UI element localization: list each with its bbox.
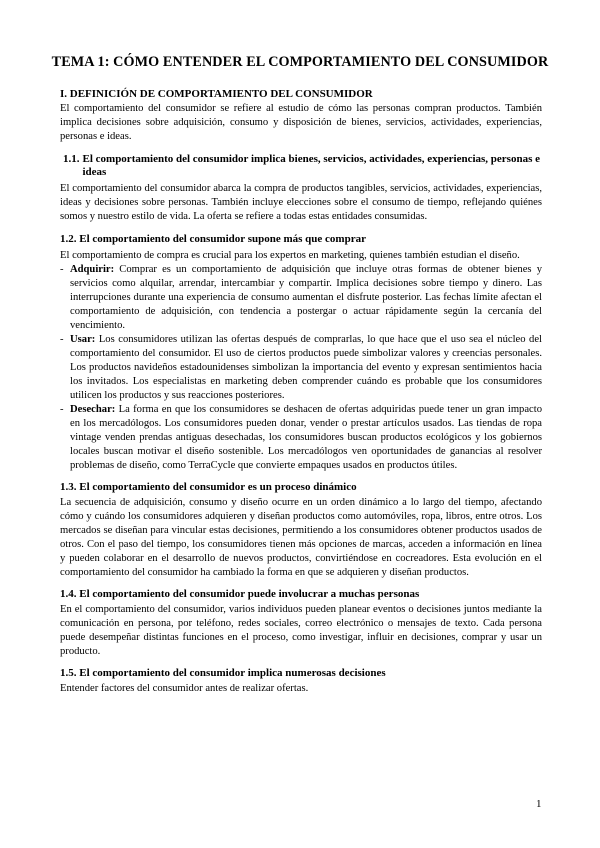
- section-1-paragraph: El comportamiento del consumidor se refiere al estudio de cómo las personas compran productos. También implica decisiones sobre adquisición, consumo y disposición de bienes, servicios, actividades, experiencias, personas e ideas.: [60, 103, 542, 142]
- dash-bullet: -: [60, 404, 64, 415]
- subsection-1-1-paragraph: El comportamiento del consumidor abarca la compra de productos tangibles, servicios, actividades, experiencias, ideas y decisiones sobre personas. También incluye elecciones sobre el consumo de tiempo, reflejando quiénes somos y nuestro estilo de vida. La oferta se refiere a todas estas entidades consumidas.: [60, 183, 542, 222]
- dash-bullet: -: [60, 334, 64, 345]
- subsection-1-1-number: 1.1.: [63, 153, 80, 165]
- section-1: [60, 88, 542, 144]
- behavior-list: [60, 263, 542, 473]
- subsection-1-1: [60, 153, 542, 224]
- text-adquirir: Comprar es un comportamiento de adquisición que incluye otras formas de obtener bienes y servicios como alquilar, arrendar, intercambiar y compartir. Implica decisiones sobre tiempo y dinero. Las interrupciones durante una experiencia de consumo aumentan el disfrute posterior. Las fechas límite afectan el comportamiento de adquisición, con tendencia a postergar o actuar rápidamente según la cercanía del vencimiento.: [70, 264, 542, 331]
- subsection-1-2-heading: 1.2. El comportamiento del consumidor supone más que comprar: [60, 233, 366, 245]
- document-title: TEMA 1: CÓMO ENTENDER EL COMPORTAMIENTO DEL CONSUMIDOR: [51, 54, 549, 70]
- page-number: 1: [536, 798, 542, 810]
- subsection-1-1-heading: [60, 153, 542, 179]
- subsection-1-2: [60, 233, 542, 473]
- dash-bullet: -: [60, 264, 64, 275]
- subsection-1-3: [60, 481, 542, 580]
- subsection-1-4-heading: 1.4. El comportamiento del consumidor puede involucrar a muchas personas: [60, 588, 420, 600]
- subsection-1-3-heading: 1.3. El comportamiento del consumidor es un proceso dinámico: [60, 481, 357, 493]
- subsection-1-3-paragraph: La secuencia de adquisición, consumo y diseño ocurre en un orden dinámico a lo largo del tiempo, afectando cómo y cuándo los consumidores adquieren y diseñan productos como automóviles, ropa, libros, entre otros. Los mercados se diseñan para vincular estas decisiones, permitiendo a los consumidores obtener productos usados de otros. Con el paso del tiempo, los consumidores tienen más opciones de marcas, acceden a información en línea y pueden colaborar en el desarrollo de nuevos productos, convirtiéndose en cocreadores. Esta evolución en el comportamiento del consumidor ha cambiado la forma en que se adquieren y diseñan productos.: [60, 497, 542, 578]
- list-item-adquirir: [60, 263, 542, 333]
- list-item-usar: [60, 333, 542, 403]
- subsection-1-5-heading: 1.5. El comportamiento del consumidor implica numerosas decisiones: [60, 667, 386, 679]
- term-desechar: Desechar:: [70, 404, 116, 415]
- subsection-1-5-paragraph: Entender factores del consumidor antes de realizar ofertas.: [60, 683, 309, 694]
- subsection-1-1-title: El comportamiento del consumidor implica bienes, servicios, actividades, experiencias, personas e ideas: [82, 153, 540, 178]
- subsection-1-5: [60, 667, 542, 696]
- term-usar: Usar:: [70, 334, 96, 345]
- text-usar: Los consumidores utilizan las ofertas después de comprarlas, lo que hace que el uso sea el núcleo del comportamiento del consumidor. El uso de ciertos productos puede simbolizar valores y creencias personales. Los productos navideños estadounidenses simbolizan la importancia del evento y expresan sentimientos hacia los invitados. Los especialistas en marketing deben comprender cuándo es probable que los consumidores utilicen los productos y sus reacciones posteriores.: [70, 334, 542, 401]
- subsection-1-2-intro: El comportamiento de compra es crucial para los expertos en marketing, quienes también estudian el diseño.: [60, 250, 520, 261]
- subsection-1-4: [60, 588, 542, 659]
- subsection-1-4-paragraph: En el comportamiento del consumidor, varios individuos pueden planear eventos o decisiones juntos mediante la comunicación en persona, por teléfono, redes sociales, correo electrónico o mensajes de texto. Cada persona puede desempeñar distintas funciones en el proceso, como investigar, influir en decisiones, comprar y usar un producto.: [60, 604, 542, 657]
- list-item-desechar: [60, 403, 542, 473]
- section-1-heading: I. DEFINICIÓN DE COMPORTAMIENTO DEL CONSUMIDOR: [60, 88, 373, 100]
- text-desechar: La forma en que los consumidores se deshacen de ofertas adquiridas puede tener un gran impacto en los mercadólogos. Los consumidores pueden donar, vender o prestar artículos usados. Las tiendas de ropa vintage venden prendas antiguas desechadas, los consumidores buscan productos ecológicos y los gobiernos locales buscan motivar el diseño sostenible. Los mercadólogos ven oportunidades de ganancias al resolver problemas de diseño, como TerraCycle que convierte empaques usados en productos útiles.: [70, 404, 542, 471]
- document-body: [60, 88, 542, 696]
- term-adquirir: Adquirir:: [70, 264, 115, 275]
